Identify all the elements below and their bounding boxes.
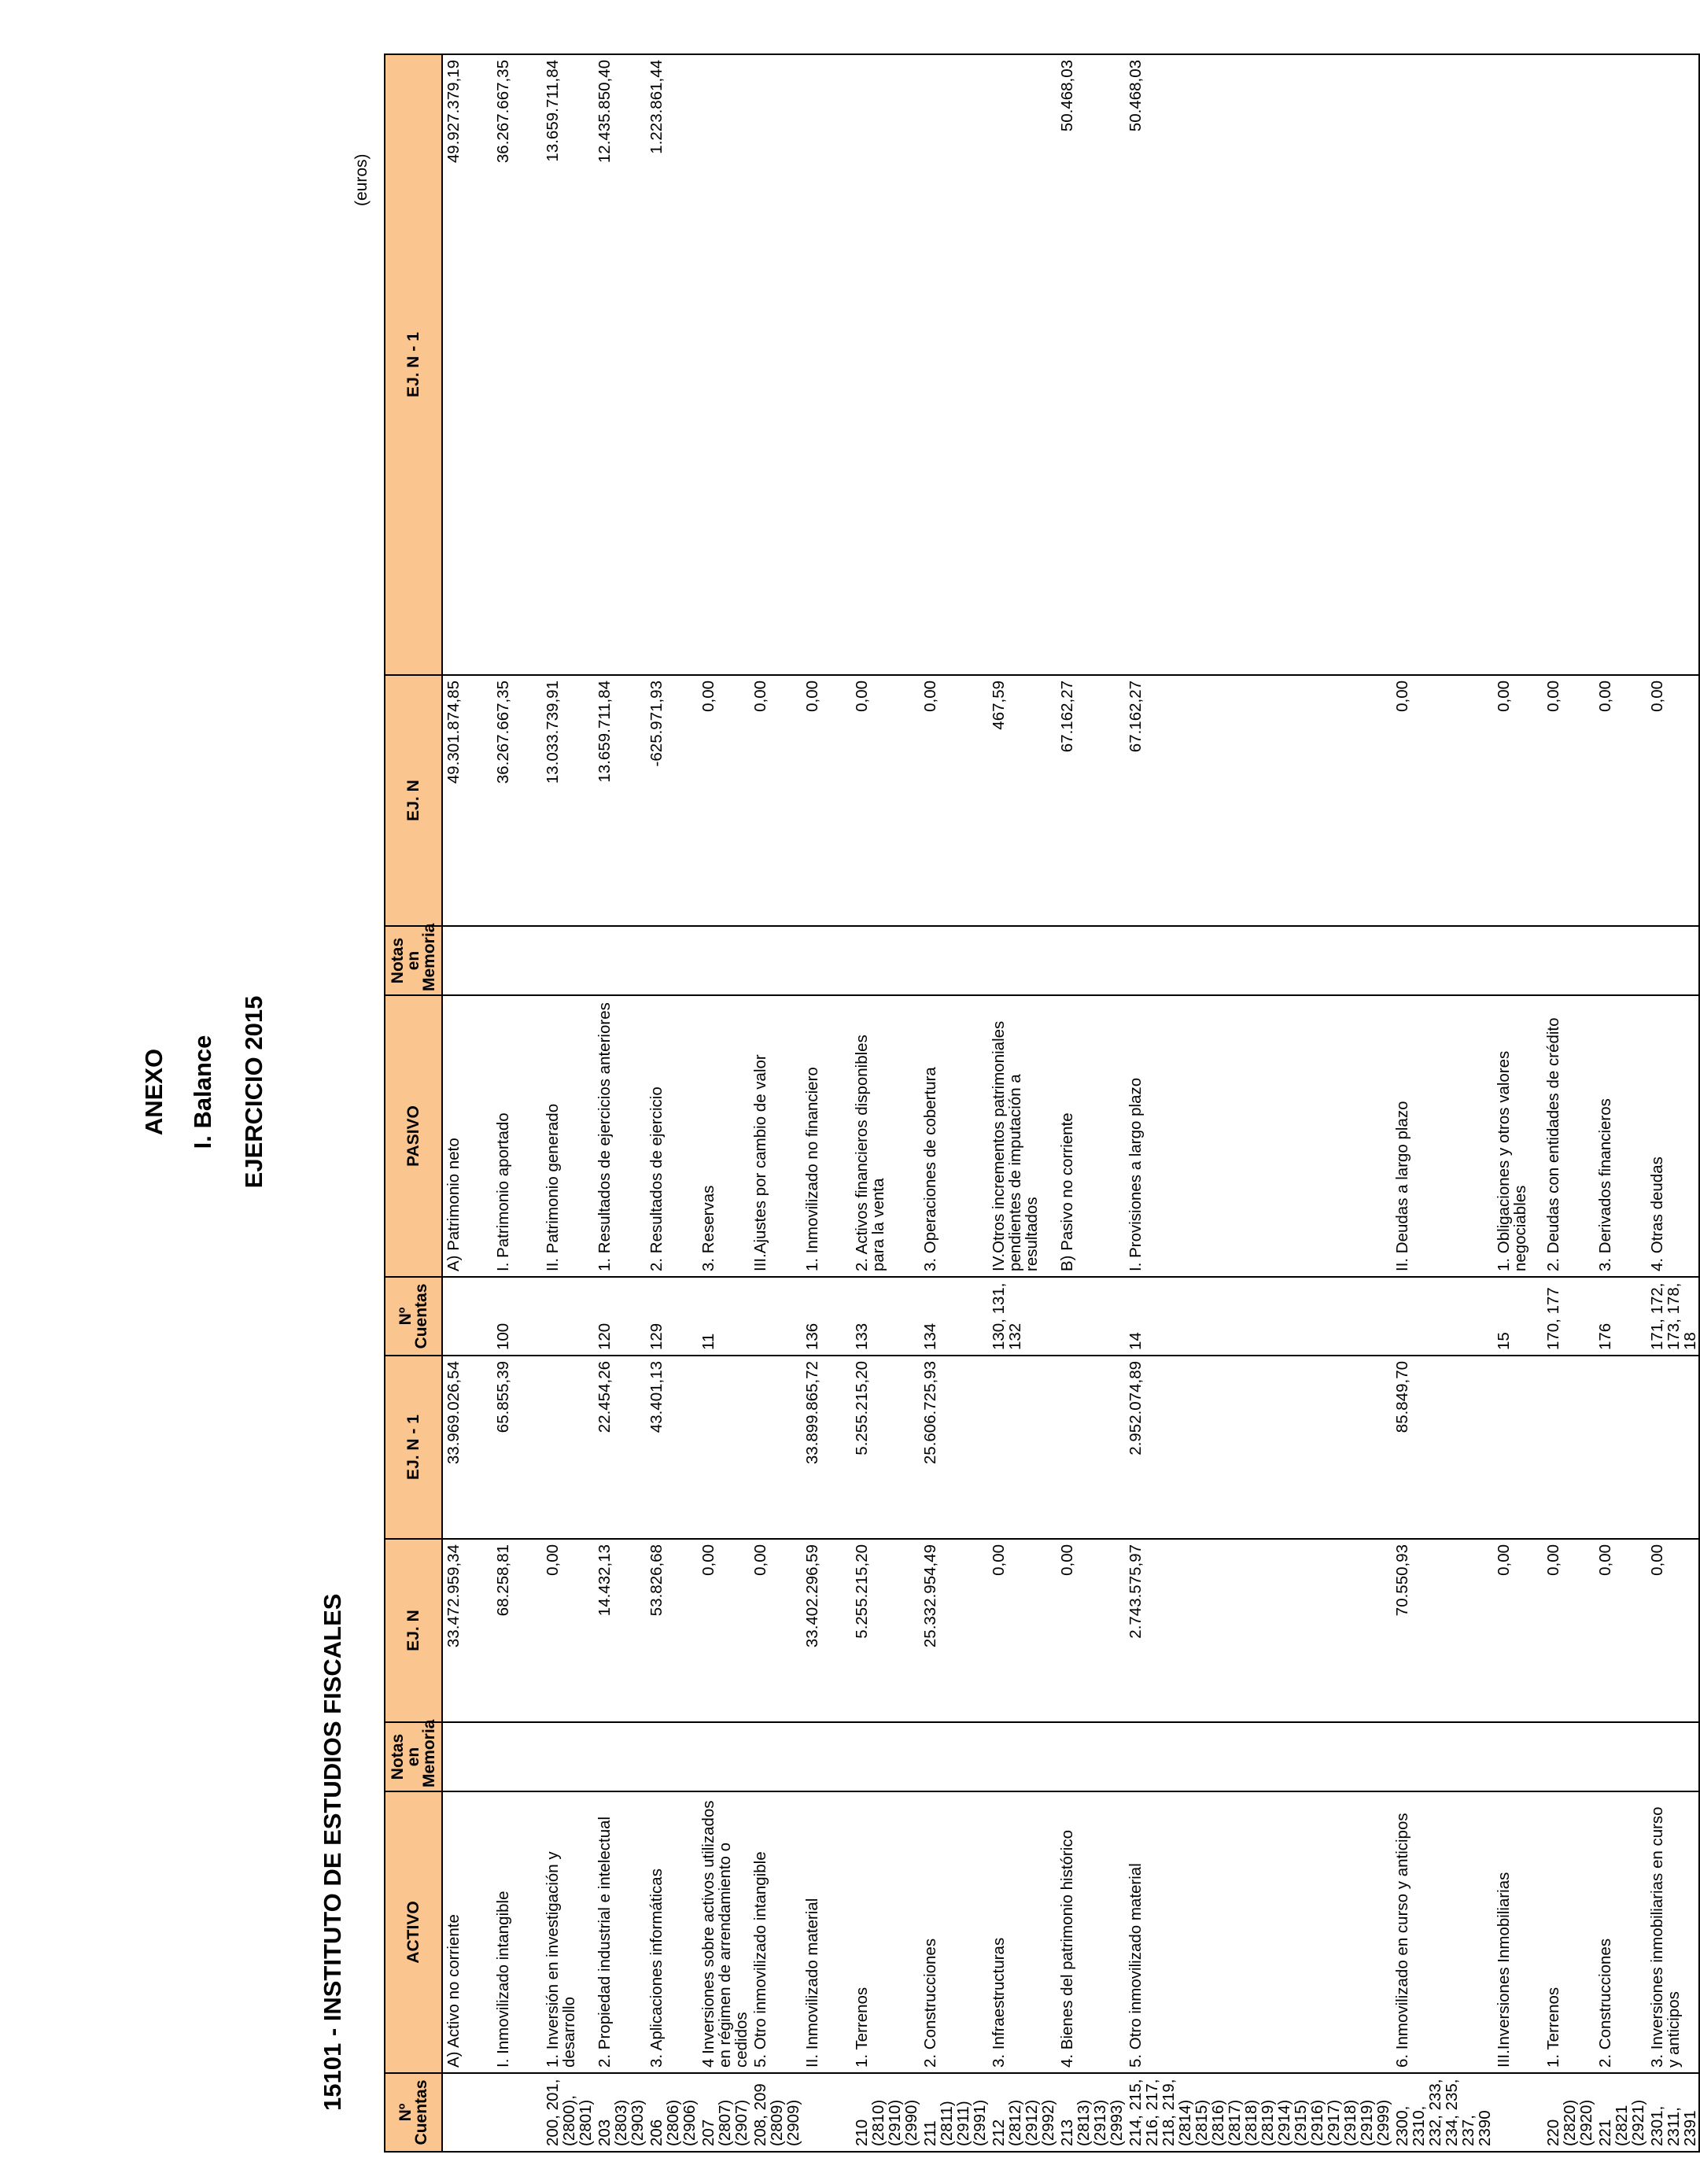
pasivo-ej-n1-cell xyxy=(1392,54,1493,675)
pasivo-cuentas-cell: 130, 131, 132 xyxy=(988,1277,1057,1356)
table-row xyxy=(988,54,1057,2152)
activo-notas-cell xyxy=(1647,1722,1699,1791)
pasivo-cuentas-cell: 11 xyxy=(698,1277,750,1356)
header-activo: ACTIVO xyxy=(385,1791,442,2073)
activo-cuentas-cell: 207 (2807) (2907) xyxy=(698,2073,750,2152)
pasivo-ej-n-cell: 0,00 xyxy=(1493,675,1543,926)
activo-cuentas-cell: 220 (2820) (2920) xyxy=(1543,2073,1595,2152)
table-row xyxy=(920,54,988,2152)
header-pasivo-notas: Notas en Memoria xyxy=(385,926,442,995)
activo-concepto-cell: 3. Inversiones inmobiliarias en curso y anticipos xyxy=(1647,1791,1699,2073)
activo-concepto-cell: 4. Bienes del patrimonio histórico xyxy=(1057,1791,1125,2073)
activo-notas-cell xyxy=(1392,1722,1493,1791)
activo-ej-n1-cell xyxy=(988,1356,1057,1539)
activo-notas-cell xyxy=(542,1722,594,1791)
pasivo-cuentas-cell: 136 xyxy=(802,1277,851,1356)
activo-notas-cell xyxy=(646,1722,698,1791)
pasivo-ej-n-cell: 0,00 xyxy=(698,675,750,926)
activo-notas-cell xyxy=(1595,1722,1647,1791)
activo-concepto-cell: 1. Terrenos xyxy=(1543,1791,1595,2073)
pasivo-ej-n1-cell: 1.223.861,44 xyxy=(646,54,698,675)
activo-notas-cell xyxy=(594,1722,646,1791)
pasivo-notas-cell xyxy=(646,926,698,995)
pasivo-concepto-cell: 1. Resultados de ejercicios anteriores xyxy=(594,995,646,1277)
pasivo-ej-n-cell: 467,59 xyxy=(988,675,1057,926)
activo-ej-n-cell: 33.402.296,59 xyxy=(802,1539,851,1722)
header-activo-notas: Notas en Memoria xyxy=(385,1722,442,1791)
pasivo-ej-n1-cell xyxy=(1647,54,1699,675)
activo-cuentas-cell: 221 (2821 (2921) xyxy=(1595,2073,1647,2152)
pasivo-cuentas-cell: 15 xyxy=(1493,1277,1543,1356)
activo-cuentas-cell xyxy=(492,2073,542,2152)
activo-cuentas-cell: 2300, 2310, 232, 233, 234, 235, 237, 2390 xyxy=(1392,2073,1493,2152)
table-row xyxy=(1595,54,1647,2152)
pasivo-notas-cell xyxy=(1125,926,1392,995)
activo-ej-n1-cell xyxy=(1493,1356,1543,1539)
activo-ej-n-cell: 0,00 xyxy=(988,1539,1057,1722)
pasivo-ej-n-cell: 36.267.667,35 xyxy=(492,675,542,926)
activo-notas-cell xyxy=(920,1722,988,1791)
activo-ej-n-cell: 0,00 xyxy=(1057,1539,1125,1722)
activo-ej-n-cell: 33.472.959,34 xyxy=(442,1539,492,1722)
pasivo-notas-cell xyxy=(1057,926,1125,995)
header-pasivo-ej-n1: EJ. N - 1 xyxy=(385,54,442,675)
pasivo-concepto-cell: 3. Operaciones de cobertura xyxy=(920,995,988,1277)
header-pasivo-ej-n: EJ. N xyxy=(385,675,442,926)
activo-concepto-cell: 2. Construcciones xyxy=(1595,1791,1647,2073)
table-row xyxy=(594,54,646,2152)
pasivo-notas-cell xyxy=(492,926,542,995)
activo-ej-n1-cell: 85.849,70 xyxy=(1392,1356,1493,1539)
pasivo-notas-cell xyxy=(802,926,851,995)
pasivo-concepto-cell: III.Ajustes por cambio de valor xyxy=(750,995,802,1277)
pasivo-ej-n1-cell xyxy=(988,54,1057,675)
pasivo-cuentas-cell: 170, 177 xyxy=(1543,1277,1595,1356)
pasivo-ej-n-cell: 0,00 xyxy=(851,675,920,926)
activo-cuentas-cell xyxy=(1493,2073,1543,2152)
pasivo-notas-cell xyxy=(920,926,988,995)
table-row xyxy=(646,54,698,2152)
table-row xyxy=(1392,54,1493,2152)
table-row xyxy=(492,54,542,2152)
table-row xyxy=(1057,54,1125,2152)
activo-ej-n-cell: 14.432,13 xyxy=(594,1539,646,1722)
table-row xyxy=(1647,54,1699,2152)
pasivo-notas-cell xyxy=(1543,926,1595,995)
pasivo-concepto-cell: 2. Resultados de ejercicio xyxy=(646,995,698,1277)
activo-notas-cell xyxy=(851,1722,920,1791)
pasivo-concepto-cell: I. Provisiones a largo plazo xyxy=(1125,995,1392,1277)
pasivo-notas-cell xyxy=(1392,926,1493,995)
activo-ej-n-cell: 0,00 xyxy=(750,1539,802,1722)
pasivo-concepto-cell: 2. Activos financieros disponibles para la venta xyxy=(851,995,920,1277)
pasivo-ej-n1-cell: 13.659.711,84 xyxy=(542,54,594,675)
header-pasivo: PASIVO xyxy=(385,995,442,1277)
activo-concepto-cell: 2. Propiedad industrial e intelectual xyxy=(594,1791,646,2073)
activo-concepto-cell: I. Inmovilizado intangible xyxy=(492,1791,542,2073)
activo-cuentas-cell: 208, 209 (2809) (2909) xyxy=(750,2073,802,2152)
pasivo-notas-cell xyxy=(542,926,594,995)
activo-ej-n-cell: 68.258,81 xyxy=(492,1539,542,1722)
pasivo-ej-n-cell: 0,00 xyxy=(1392,675,1493,926)
activo-cuentas-cell: 200, 201, (2800), (2801) xyxy=(542,2073,594,2152)
pasivo-notas-cell xyxy=(698,926,750,995)
activo-concepto-cell: 2. Construcciones xyxy=(920,1791,988,2073)
activo-ej-n1-cell xyxy=(1057,1356,1125,1539)
pasivo-ej-n-cell: 0,00 xyxy=(750,675,802,926)
pasivo-ej-n1-cell: 49.927.379,19 xyxy=(442,54,492,675)
activo-ej-n1-cell: 65.855,39 xyxy=(492,1356,542,1539)
pasivo-ej-n-cell: 67.162,27 xyxy=(1125,675,1392,926)
activo-ej-n-cell: 0,00 xyxy=(1493,1539,1543,1722)
activo-cuentas-cell: 203 (2803) (2903) xyxy=(594,2073,646,2152)
table-row xyxy=(698,54,750,2152)
pasivo-concepto-cell: IV.Otros incrementos patrimoniales pendientes de imputación a resultados xyxy=(988,995,1057,1277)
activo-ej-n1-cell: 25.606.725,93 xyxy=(920,1356,988,1539)
activo-concepto-cell: 6. Inmovilizado en curso y anticipos xyxy=(1392,1791,1493,2073)
table-row xyxy=(442,54,492,2152)
activo-ej-n-cell: 70.550,93 xyxy=(1392,1539,1493,1722)
balance-table xyxy=(384,53,1700,2153)
activo-notas-cell xyxy=(1125,1722,1392,1791)
activo-ej-n1-cell xyxy=(1647,1356,1699,1539)
pasivo-ej-n-cell: 0,00 xyxy=(920,675,988,926)
exercise-title: EJERCICIO 2015 xyxy=(240,995,267,1189)
pasivo-ej-n-cell: 49.301.874,85 xyxy=(442,675,492,926)
activo-concepto-cell: 3. Infraestructuras xyxy=(988,1791,1057,2073)
table-header-row xyxy=(385,54,442,2152)
activo-ej-n1-cell: 43.401,13 xyxy=(646,1356,698,1539)
pasivo-ej-n1-cell xyxy=(698,54,750,675)
pasivo-cuentas-cell xyxy=(442,1277,492,1356)
activo-notas-cell xyxy=(802,1722,851,1791)
pasivo-cuentas-cell: 134 xyxy=(920,1277,988,1356)
pasivo-notas-cell xyxy=(1595,926,1647,995)
pasivo-cuentas-cell: 129 xyxy=(646,1277,698,1356)
activo-notas-cell xyxy=(750,1722,802,1791)
pasivo-ej-n-cell: 13.033.739,91 xyxy=(542,675,594,926)
pasivo-concepto-cell: I. Patrimonio aportado xyxy=(492,995,542,1277)
header-activo-ej-n1: EJ. N - 1 xyxy=(385,1356,442,1539)
pasivo-cuentas-cell: 133 xyxy=(851,1277,920,1356)
pasivo-ej-n1-cell xyxy=(920,54,988,675)
activo-ej-n-cell: 0,00 xyxy=(698,1539,750,1722)
pasivo-notas-cell xyxy=(442,926,492,995)
activo-concepto-cell: 3. Aplicaciones informáticas xyxy=(646,1791,698,2073)
activo-ej-n-cell: 53.826,68 xyxy=(646,1539,698,1722)
pasivo-concepto-cell: A) Patrimonio neto xyxy=(442,995,492,1277)
activo-ej-n-cell: 0,00 xyxy=(542,1539,594,1722)
activo-notas-cell xyxy=(492,1722,542,1791)
pasivo-notas-cell xyxy=(750,926,802,995)
header-activo-ej-n: EJ. N xyxy=(385,1539,442,1722)
activo-concepto-cell: II. Inmovilizado material xyxy=(802,1791,851,2073)
activo-cuentas-cell: 213 (2813) (2913) (2993) xyxy=(1057,2073,1125,2152)
activo-notas-cell xyxy=(1493,1722,1543,1791)
activo-cuentas-cell xyxy=(442,2073,492,2152)
table-row xyxy=(1125,54,1392,2152)
pasivo-ej-n1-cell: 12.435.850,40 xyxy=(594,54,646,675)
table-row xyxy=(802,54,851,2152)
activo-notas-cell xyxy=(442,1722,492,1791)
pasivo-concepto-cell: 3. Reservas xyxy=(698,995,750,1277)
activo-concepto-cell: 1. Terrenos xyxy=(851,1791,920,2073)
pasivo-cuentas-cell: 14 xyxy=(1125,1277,1392,1356)
activo-ej-n-cell: 5.255.215,20 xyxy=(851,1539,920,1722)
pasivo-ej-n-cell: 0,00 xyxy=(1595,675,1647,926)
pasivo-concepto-cell: 1. Inmovilizado no financiero xyxy=(802,995,851,1277)
table-row xyxy=(750,54,802,2152)
activo-ej-n-cell: 0,00 xyxy=(1647,1539,1699,1722)
pasivo-ej-n1-cell: 50.468,03 xyxy=(1057,54,1125,675)
activo-notas-cell xyxy=(988,1722,1057,1791)
pasivo-concepto-cell: II. Deudas a largo plazo xyxy=(1392,995,1493,1277)
activo-notas-cell xyxy=(698,1722,750,1791)
activo-ej-n1-cell: 22.454,26 xyxy=(594,1356,646,1539)
activo-concepto-cell: 4 Inversiones sobre activos utilizados en régimen de arrendamiento o cedidos xyxy=(698,1791,750,2073)
pasivo-concepto-cell: 1. Obligaciones y otros valores negociables xyxy=(1493,995,1543,1277)
activo-notas-cell xyxy=(1543,1722,1595,1791)
table-row xyxy=(542,54,594,2152)
pasivo-ej-n1-cell xyxy=(802,54,851,675)
pasivo-ej-n1-cell xyxy=(1543,54,1595,675)
section-title: I. Balance xyxy=(189,1035,216,1149)
activo-ej-n-cell: 0,00 xyxy=(1595,1539,1647,1722)
pasivo-ej-n-cell: 13.659.711,84 xyxy=(594,675,646,926)
pasivo-ej-n-cell: 0,00 xyxy=(802,675,851,926)
pasivo-ej-n1-cell: 50.468,03 xyxy=(1125,54,1392,675)
pasivo-ej-n1-cell: 36.267.667,35 xyxy=(492,54,542,675)
pasivo-concepto-cell: 4. Otras deudas xyxy=(1647,995,1699,1277)
pasivo-cuentas-cell xyxy=(750,1277,802,1356)
pasivo-cuentas-cell: 171, 172, 173, 178, 18 xyxy=(1647,1277,1699,1356)
pasivo-ej-n-cell: 67.162,27 xyxy=(1057,675,1125,926)
pasivo-ej-n-cell: 0,00 xyxy=(1647,675,1699,926)
pasivo-cuentas-cell: 100 xyxy=(492,1277,542,1356)
pasivo-ej-n1-cell xyxy=(750,54,802,675)
pasivo-concepto-cell: B) Pasivo no corriente xyxy=(1057,995,1125,1277)
pasivo-cuentas-cell xyxy=(542,1277,594,1356)
table-row xyxy=(851,54,920,2152)
activo-notas-cell xyxy=(1057,1722,1125,1791)
pasivo-notas-cell xyxy=(594,926,646,995)
activo-ej-n1-cell: 33.899.865,72 xyxy=(802,1356,851,1539)
activo-cuentas-cell xyxy=(802,2073,851,2152)
pasivo-ej-n1-cell xyxy=(1595,54,1647,675)
activo-ej-n1-cell xyxy=(542,1356,594,1539)
activo-ej-n1-cell xyxy=(750,1356,802,1539)
activo-ej-n-cell: 25.332.954,49 xyxy=(920,1539,988,1722)
header-pasivo-cuentas: Nº Cuentas xyxy=(385,1277,442,1356)
activo-concepto-cell: 5. Otro inmovilizado material xyxy=(1125,1791,1392,2073)
pasivo-cuentas-cell xyxy=(1392,1277,1493,1356)
activo-ej-n1-cell xyxy=(1595,1356,1647,1539)
pasivo-ej-n-cell: -625.971,93 xyxy=(646,675,698,926)
organization-title: 15101 - INSTITUTO DE ESTUDIOS FISCALES xyxy=(319,1593,346,2111)
activo-ej-n-cell: 0,00 xyxy=(1543,1539,1595,1722)
activo-concepto-cell: A) Activo no corriente xyxy=(442,1791,492,2073)
annex-title: ANEXO xyxy=(140,1048,168,1136)
activo-concepto-cell: 5. Otro inmovilizado intangible xyxy=(750,1791,802,2073)
table-row xyxy=(1493,54,1543,2152)
activo-concepto-cell: III.Inversiones Inmobiliarias xyxy=(1493,1791,1543,2073)
activo-cuentas-cell: 211 (2811) (2911) (2991) xyxy=(920,2073,988,2152)
pasivo-cuentas-cell: 176 xyxy=(1595,1277,1647,1356)
units-label: (euros) xyxy=(352,153,371,206)
activo-cuentas-cell: 206 (2806) (2906) xyxy=(646,2073,698,2152)
activo-ej-n1-cell: 2.952.074,89 xyxy=(1125,1356,1392,1539)
pasivo-ej-n1-cell xyxy=(1493,54,1543,675)
activo-ej-n1-cell: 33.969.026,54 xyxy=(442,1356,492,1539)
pasivo-concepto-cell: 2. Deudas con entidades de crédito xyxy=(1543,995,1595,1277)
activo-concepto-cell: 1. Inversión en investigación y desarrollo xyxy=(542,1791,594,2073)
activo-ej-n-cell: 2.743.575,97 xyxy=(1125,1539,1392,1722)
activo-ej-n1-cell: 5.255.215,20 xyxy=(851,1356,920,1539)
pasivo-notas-cell xyxy=(1493,926,1543,995)
activo-cuentas-cell: 214, 215, 216, 217, 218, 219, (2814) (2815) (2816) (2817) (2818) (2819) (2914) (2915) (2916) (2917) (2918) (2919) (2999) xyxy=(1125,2073,1392,2152)
pasivo-cuentas-cell xyxy=(1057,1277,1125,1356)
pasivo-notas-cell xyxy=(988,926,1057,995)
table-row xyxy=(1543,54,1595,2152)
pasivo-ej-n-cell: 0,00 xyxy=(1543,675,1595,926)
header-activo-cuentas: Nº Cuentas xyxy=(385,2073,442,2152)
pasivo-ej-n1-cell xyxy=(851,54,920,675)
pasivo-notas-cell xyxy=(851,926,920,995)
activo-cuentas-cell: 2301, 2311, 2391 xyxy=(1647,2073,1699,2152)
pasivo-concepto-cell: 3. Derivados financieros xyxy=(1595,995,1647,1277)
activo-cuentas-cell: 210 (2810) (2910) (2990) xyxy=(851,2073,920,2152)
pasivo-cuentas-cell: 120 xyxy=(594,1277,646,1356)
pasivo-notas-cell xyxy=(1647,926,1699,995)
activo-ej-n1-cell xyxy=(698,1356,750,1539)
activo-cuentas-cell: 212 (2812) (2912) (2992) xyxy=(988,2073,1057,2152)
pasivo-concepto-cell: II. Patrimonio generado xyxy=(542,995,594,1277)
activo-ej-n1-cell xyxy=(1543,1356,1595,1539)
